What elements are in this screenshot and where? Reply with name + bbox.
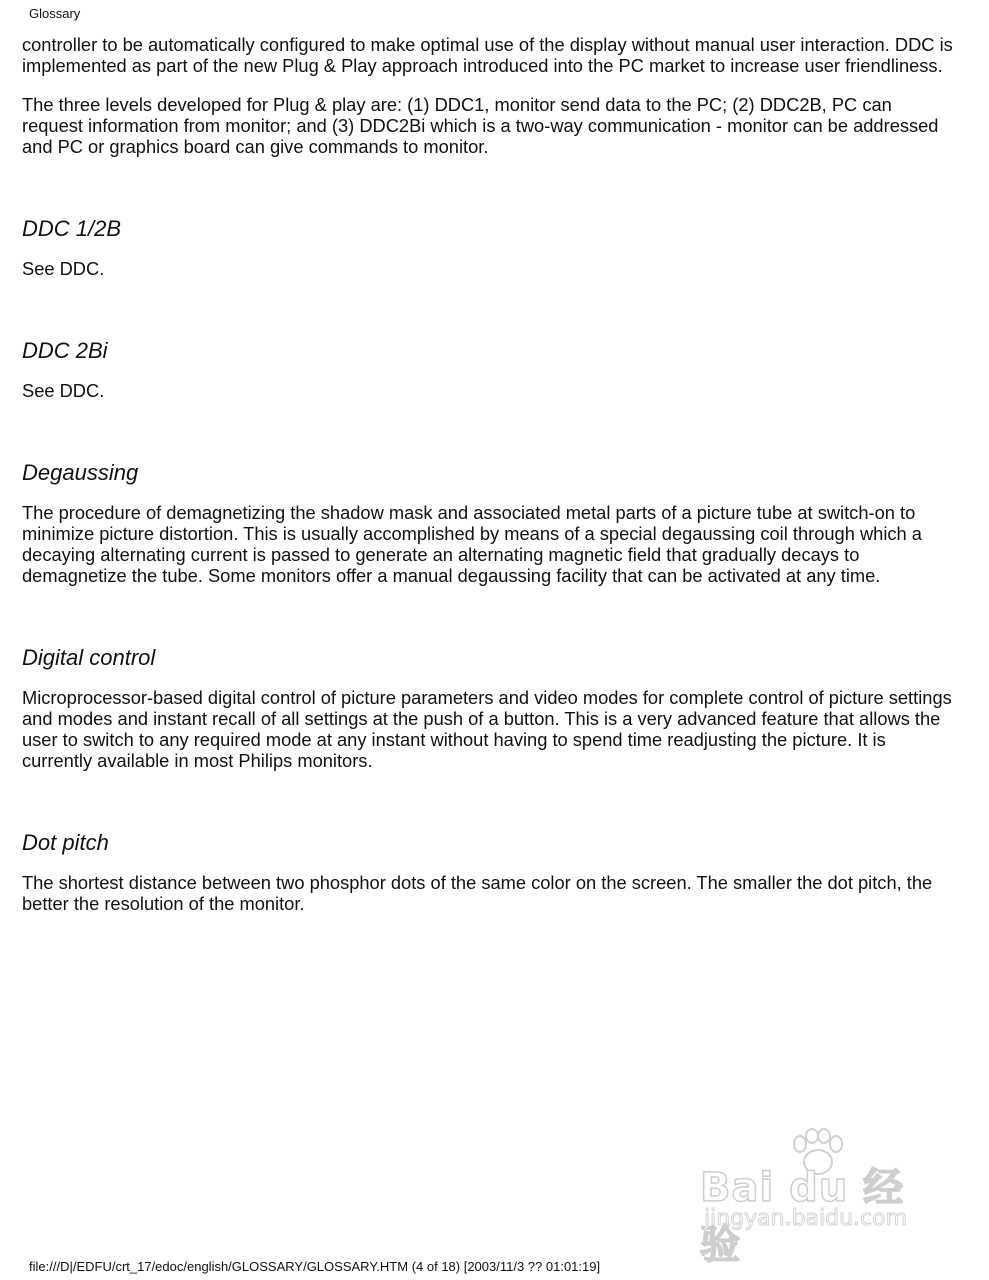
glossary-term: DDC 1/2B (22, 216, 122, 241)
watermark-url: jingyan.baidu.com (704, 1206, 908, 1231)
baidu-jingyan-watermark (690, 1128, 940, 1268)
glossary-definition: Microprocessor-based digital control of picture parameters and video modes for complete control of picture settings and modes and instant recall of all settings at the push of a button. This is a very advanced feature that allows the user to switch to any required mode at any instant without having to spend time readjusting the picture. It is currently available in most Philips monitors. (22, 687, 952, 771)
glossary-definition: The shortest distance between two phosphor dots of the same color on the screen. The smaller the dot pitch, the better the resolution of the monitor. (22, 872, 933, 914)
page-header-title: Glossary (29, 6, 81, 21)
watermark-logo-text: Bai du 经验 (700, 1165, 905, 1268)
glossary-definition: The procedure of demagnetizing the shadow mask and associated metal parts of a picture tube at switch-on to minimize picture distortion. This is usually accomplished by means of a special degaussing coil through which a decaying alternating current is passed to generate an alternating magnetic field that gradually decays to demagnetize the tube. Some monitors offer a manual degaussing facility that can be activated at any time. (22, 502, 922, 586)
glossary-entry (22, 830, 957, 914)
glossary-definition: See DDC. (22, 380, 105, 401)
glossary-term: Dot pitch (22, 830, 109, 855)
glossary-definition: See DDC. (22, 258, 105, 279)
intro-paragraph: The three levels developed for Plug & play are: (1) DDC1, monitor send data to the PC; (2) DDC2B, PC can request information from monitor; and (3) DDC2Bi which is a two-way communication - monitor can be addressed and PC or graphics board can give commands to monitor. (22, 94, 939, 157)
glossary-content (22, 34, 957, 914)
glossary-term: DDC 2Bi (22, 338, 108, 363)
glossary-entry (22, 645, 957, 771)
glossary-entry (22, 460, 957, 586)
page-footer-path: file:///D|/EDFU/crt_17/edoc/english/GLOSSARY/GLOSSARY.HTM (4 of 18) [2003/11/3 ?? 01:01:19] (29, 1259, 601, 1274)
glossary-entry (22, 338, 957, 401)
glossary-term: Digital control (22, 645, 156, 670)
glossary-entry (22, 216, 957, 279)
intro-paragraph: controller to be automatically configured to make optimal use of the display without manual user interaction. DDC is implemented as part of the new Plug & Play approach introduced into the PC market to increase user friendliness. (22, 34, 953, 76)
glossary-term: Degaussing (22, 460, 139, 485)
